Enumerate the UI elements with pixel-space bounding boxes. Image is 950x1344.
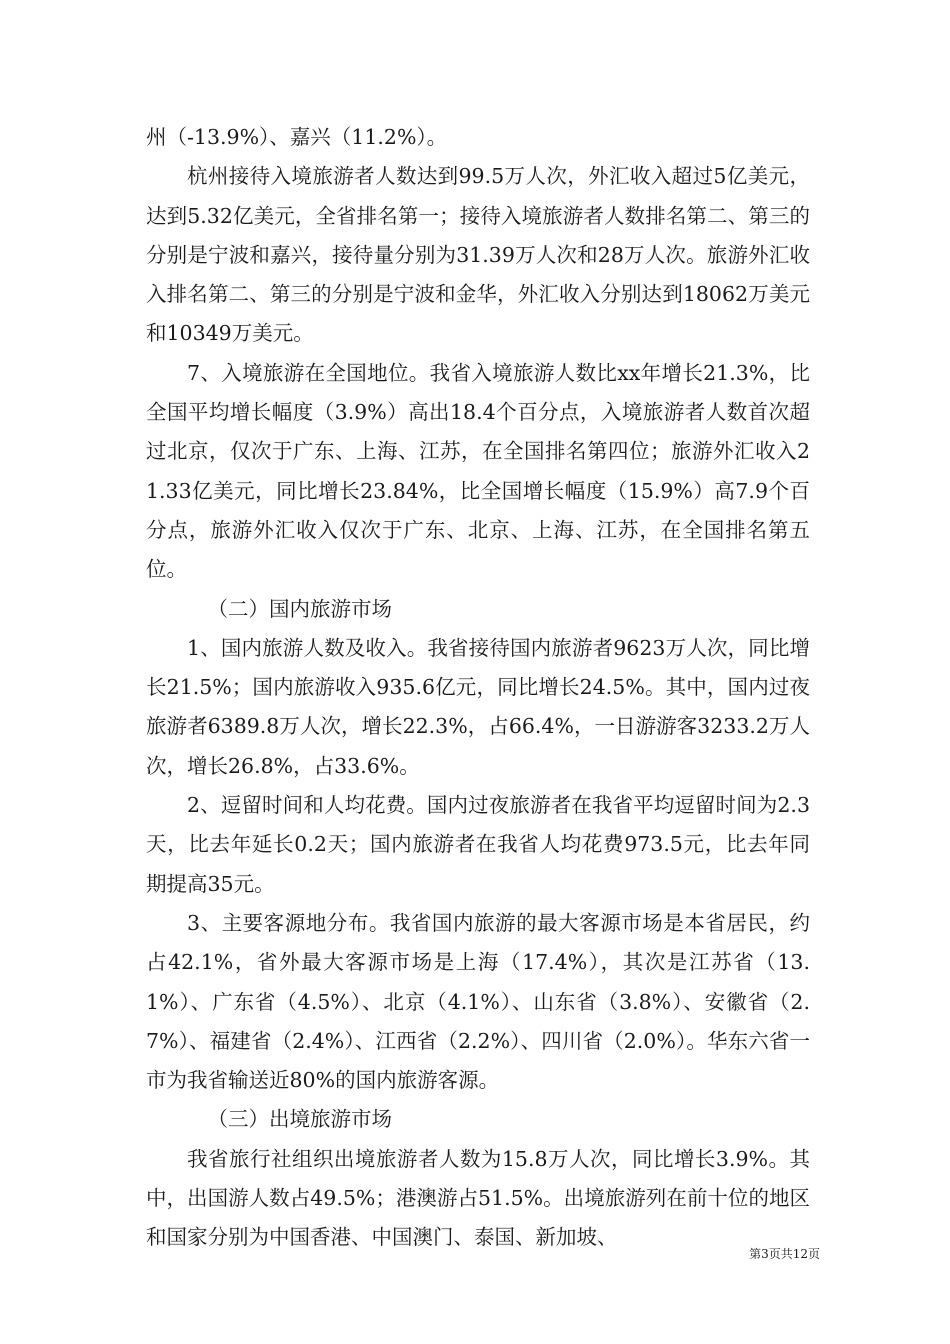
section-heading-domestic-market: （二）国内旅游市场 <box>207 596 392 621</box>
paragraph-inbound-national-status: 7、入境旅游在全国地位。我省入境旅游人数比xx年增长21.3%，比全国平均增长幅度（3.9%）高出18.4个百分点，入境旅游者人数首次超过北京，仅次于广东、上海、江苏，在全国排名第四位；旅游外汇收入21.33亿美元，同比增长23.84%，比全国增长幅度（15.9%）高7.9个百分点，旅游外汇收入仅次于广东、北京、上海、江苏，在全国排名第五位。 <box>146 360 810 582</box>
paragraph-source-distribution: 3、主要客源地分布。我省国内旅游的最大客源市场是本省居民，约占42.1%，省外最大客源市场是上海（17.4%），其次是江苏省（13.1%）、广东省（4.5%）、北京（4.1%）、山东省（3.8%）、安徽省（2.7%）、福建省（2.4%）、江西省（2.2%）、四川省（2.0%）。华东六省一市为我省输送近80%的国内旅游客源。 <box>146 910 810 1093</box>
paragraph-stay-and-spending: 2、逗留时间和人均花费。国内过夜旅游者在我省平均逗留时间为2.3天，比去年延长0.2天；国内旅游者在我省人均花费973.5元，比去年同期提高35元。 <box>146 793 810 896</box>
section-heading-outbound-market: （三）出境旅游市场 <box>207 1107 392 1132</box>
paragraph-outbound-numbers: 我省旅行社组织出境旅游者人数为15.8万人次，同比增长3.9%。其中，出国游人数占49.5%；港澳游占51.5%。出境旅游列在前十位的地区和国家分别为中国香港、中国澳门、泰国、新加坡、 <box>146 1146 810 1250</box>
paragraph-continuation: 州（-13.9%）、嘉兴（11.2%）。 <box>146 125 448 149</box>
document-body <box>146 118 810 1258</box>
paragraph-hangzhou-inbound: 杭州接待入境旅游者人数达到99.5万人次，外汇收入超过5亿美元，达到5.32亿美元，全省排名第一；接待入境旅游者人数排名第二、第三的分别是宁波和嘉兴，接待量分别为31.39万人次和28万人次。旅游外汇收入排名第二、第三的分别是宁波和金华，外汇收入分别达到18062万美元和10349万美元。 <box>146 164 810 346</box>
paragraph-domestic-numbers: 1、国内旅游人数及收入。我省接待国内旅游者9623万人次，同比增长21.5%；国内旅游收入935.6亿元，同比增长24.5%。其中，国内过夜旅游者6389.8万人次，增长22.3%，占66.4%，一日游游客3233.2万人次，增长26.8%，占33.6%。 <box>146 635 810 778</box>
page-number-footer: 第3页共12页 <box>749 1247 820 1261</box>
